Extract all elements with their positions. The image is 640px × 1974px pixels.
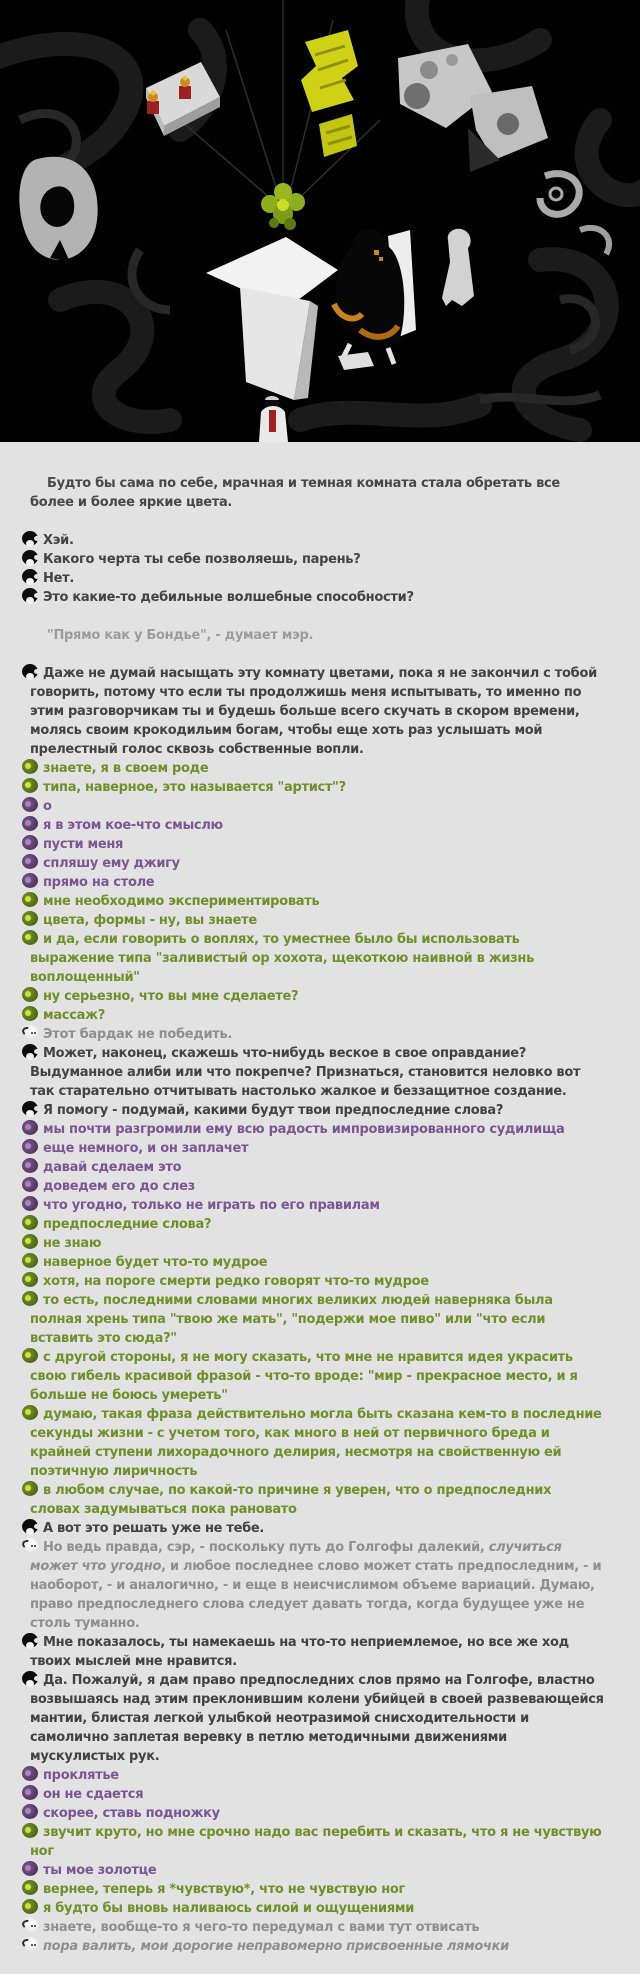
dialog-text: Может, наконец, скажешь что-нибудь веское в свое оправдание? Выдуманное алиби или что покрепче? Признаться, становится неловко вот так старательно отчитывать настолько жалкое и беззащитное создание. bbox=[30, 1046, 581, 1099]
dialog-line-green bbox=[30, 759, 604, 778]
game-scene[interactable] bbox=[0, 0, 640, 442]
dialog-text: Нет. bbox=[43, 571, 74, 586]
dialog-line-green bbox=[30, 1823, 604, 1861]
dialog-text: и да, если говорить о воплях, то уместнее было бы использовать выражение типа "заливистый ор хохота, щекоткою наивной в жизнь воплощенный" bbox=[30, 932, 535, 985]
dialog-text: с другой стороны, я не могу сказать, что мне не нравится идея украсить свою гибель красивой фразой - что-то вроде: "мир - прекрасное место, и я больше не боюсь умереть" bbox=[30, 1350, 578, 1403]
green-avatar-icon bbox=[22, 778, 38, 793]
mayor-avatar-icon bbox=[22, 1633, 38, 1648]
purple-avatar-icon bbox=[22, 816, 38, 831]
dialog-text: А вот это решать уже не тебе. bbox=[43, 1521, 265, 1536]
dialog-text: вернее, теперь я *чувствую*, что не чувствую ног bbox=[43, 1882, 406, 1897]
dialog-line-green bbox=[30, 911, 604, 930]
purple-avatar-icon bbox=[22, 873, 38, 888]
dialog-line-mayor bbox=[30, 1633, 604, 1671]
dialog-text: предпоследние слова? bbox=[43, 1217, 212, 1232]
dialog-line-purple bbox=[30, 1196, 604, 1215]
dialog-text: прямо на столе bbox=[43, 875, 155, 890]
dialog-text: что угодно, только не играть по его правилам bbox=[43, 1198, 380, 1213]
dialog-text: знаете, я в своем роде bbox=[43, 761, 209, 776]
green-avatar-icon bbox=[22, 1215, 38, 1230]
dialog-text: спляшу ему джигу bbox=[43, 856, 180, 871]
dialog-line-mayor bbox=[30, 531, 604, 550]
dialog-line-green bbox=[30, 1215, 604, 1234]
dialog-line-purple bbox=[30, 1158, 604, 1177]
green-avatar-icon bbox=[22, 1272, 38, 1287]
dialog-line-mayor bbox=[30, 550, 604, 569]
dialog-line-mayor bbox=[30, 664, 604, 759]
purple-avatar-icon bbox=[22, 1766, 38, 1781]
dialog-line-mayor bbox=[30, 588, 604, 607]
mayor-avatar-icon bbox=[22, 1101, 38, 1116]
mayor-avatar-icon bbox=[22, 569, 38, 584]
dialog-line-purple bbox=[30, 1177, 604, 1196]
mayor-avatar-icon bbox=[22, 1671, 38, 1686]
dialog-line-white bbox=[30, 1538, 604, 1633]
dialog-line-green bbox=[30, 1899, 604, 1918]
dialog-text: мы почти разгромили ему всю радость импровизированного судилища bbox=[43, 1122, 565, 1137]
dialog-text: Какого черта ты себе позволяешь, парень? bbox=[43, 552, 361, 567]
narration-quote: "Прямо как у Бондье", - думает мэр. bbox=[47, 628, 314, 643]
dialog-text: Но ведь правда, сэр, - поскольку путь до Голгофы далекий, случиться может что угодно, и любое последнее слово может стать предпоследним, - и наоборот, - и аналогично, - и еще в неисчислимом объеме вариаций. Думаю, право предпоследнего слова следует давать тогда, когда будущее уже не столь туманно. bbox=[30, 1540, 602, 1631]
green-avatar-icon bbox=[22, 911, 38, 926]
green-avatar-icon bbox=[22, 1291, 38, 1306]
blank-gap bbox=[30, 607, 604, 626]
dialog-text: скорее, ставь подножку bbox=[43, 1806, 220, 1821]
mayor-avatar-icon bbox=[22, 664, 38, 679]
dialog-line-mayor bbox=[30, 1101, 604, 1120]
dialog-text: Мне показалось, ты намекаешь на что-то неприемлемое, но все же ход твоих мыслей мне нравится. bbox=[30, 1635, 569, 1669]
dialog-line-white bbox=[30, 1025, 604, 1044]
dialog-text: наверное будет что-то мудрое bbox=[43, 1255, 268, 1270]
dialog-text: Даже не думай насыщать эту комнату цветами, пока я не закончил с тобой говорить, потому что если ты продолжишь меня испытывать, то именно по этим разговорчикам ты и будешь больше всего скучать в скором времени, молясь своим крокодильим богам, чтобы еще хоть раз услышать мой прелестный голос сквозь собственные вопли. bbox=[30, 666, 597, 757]
dialog-text: я в этом кое-что смыслю bbox=[43, 818, 223, 833]
dialog-text: проклятье bbox=[43, 1768, 119, 1783]
white-avatar-icon bbox=[22, 1918, 38, 1933]
dialog-line-mayor bbox=[30, 1044, 604, 1101]
dialog-line-purple bbox=[30, 835, 604, 854]
dialog-line-green bbox=[30, 778, 604, 797]
purple-avatar-icon bbox=[22, 854, 38, 869]
green-avatar-icon bbox=[22, 987, 38, 1002]
dialog-text: пора валить, мои дорогие неправомерно присвоенные лямочки bbox=[43, 1939, 509, 1954]
green-avatar-icon bbox=[22, 1880, 38, 1895]
dialog-line-mayor bbox=[30, 1519, 604, 1538]
dialog-text: Этот бардак не победить. bbox=[43, 1027, 233, 1042]
dialog-line-green bbox=[30, 1481, 604, 1519]
dialog-text: Хэй. bbox=[43, 533, 74, 548]
dialog-line-green bbox=[30, 1405, 604, 1481]
green-avatar-icon bbox=[22, 1899, 38, 1914]
blank-gap bbox=[30, 645, 604, 664]
purple-avatar-icon bbox=[22, 1785, 38, 1800]
dialog-line-green bbox=[30, 1234, 604, 1253]
dialog-line-purple bbox=[30, 1804, 604, 1823]
dialog-text: мне необходимо экспериментировать bbox=[43, 894, 320, 909]
purple-avatar-icon bbox=[22, 1139, 38, 1154]
dialog-line-green bbox=[30, 1006, 604, 1025]
mayor-avatar-icon bbox=[22, 531, 38, 546]
dialog-text: массаж? bbox=[43, 1008, 105, 1023]
dialog-text: пусти меня bbox=[43, 837, 124, 852]
green-avatar-icon bbox=[22, 1481, 38, 1496]
narration: Будто бы сама по себе, мрачная и темная комната стала обретать все более и более яркие цвета. bbox=[30, 476, 560, 510]
dialog-text: еще немного, и он заплачет bbox=[43, 1141, 249, 1156]
dialog-line-mayor bbox=[30, 569, 604, 588]
dialog-text: хотя, на пороге смерти редко говорят что-то мудрое bbox=[43, 1274, 429, 1289]
purple-avatar-icon bbox=[22, 835, 38, 850]
green-avatar-icon bbox=[22, 930, 38, 945]
dialog-text: то есть, последними словами многих великих людей наверняка была полная хрень типа "твою же мать", "подержи мое пиво" или "что если вставить это сюда?" bbox=[30, 1293, 553, 1346]
green-avatar-icon bbox=[22, 759, 38, 774]
dialog-text: он не сдается bbox=[43, 1787, 144, 1802]
purple-avatar-icon bbox=[22, 1120, 38, 1135]
dialog-line-purple bbox=[30, 1139, 604, 1158]
dialog-text: знаете, вообще-то я чего-то передумал с вами тут отвисать bbox=[43, 1920, 480, 1935]
dialog-text: давай сделаем это bbox=[43, 1160, 182, 1175]
dialog-line-green bbox=[30, 892, 604, 911]
white-avatar-icon bbox=[22, 1937, 38, 1952]
dialog-line-green bbox=[30, 1348, 604, 1405]
green-avatar-icon bbox=[22, 892, 38, 907]
dialog-text: Да. Пожалуй, я дам право предпоследних слов прямо на Голгофе, властно возвышаясь над этим преклонившим колени убийцей в своей развевающейся мантии, блистая легкой улыбкой неотразимой снисходительности и самолично заплетая веревку в петлю методичными движениями мускулистых рук. bbox=[30, 1673, 604, 1764]
dialog-text: ну серьезно, что вы мне сделаете? bbox=[43, 989, 299, 1004]
purple-avatar-icon bbox=[22, 1158, 38, 1173]
dialog-line-purple bbox=[30, 1766, 604, 1785]
dialog-text: о bbox=[43, 799, 52, 814]
white-avatar-icon bbox=[22, 1025, 38, 1040]
dialog-text: Я помогу - подумай, какими будут твои предпоследние слова? bbox=[43, 1103, 504, 1118]
dialog-text: типа, наверное, это называется "артист"? bbox=[43, 780, 346, 795]
dialog-line-white bbox=[30, 1937, 604, 1956]
dialog-text: доведем его до слез bbox=[43, 1179, 195, 1194]
purple-avatar-icon bbox=[22, 1861, 38, 1876]
mayor-avatar-icon bbox=[22, 550, 38, 565]
dialog-text: ты мое золотце bbox=[43, 1863, 157, 1878]
dialog-text: Это какие-то дебильные волшебные способности? bbox=[43, 590, 414, 605]
dialog-line-green bbox=[30, 930, 604, 987]
purple-avatar-icon bbox=[22, 1804, 38, 1819]
dialog-line-green bbox=[30, 1272, 604, 1291]
dialog-text: звучит круто, но мне срочно надо вас перебить и сказать, что я не чувствую ног bbox=[30, 1825, 602, 1859]
purple-avatar-icon bbox=[22, 797, 38, 812]
dialog-line-purple bbox=[30, 816, 604, 835]
blank-gap bbox=[30, 512, 604, 531]
green-avatar-icon bbox=[22, 1234, 38, 1249]
green-avatar-icon bbox=[22, 1006, 38, 1021]
dialogue-log bbox=[0, 442, 640, 1974]
mayor-avatar-icon bbox=[22, 1044, 38, 1059]
green-avatar-icon bbox=[22, 1348, 38, 1363]
mayor-avatar-icon bbox=[22, 588, 38, 603]
dialog-text: не знаю bbox=[43, 1236, 102, 1251]
dialog-line-mayor bbox=[30, 1671, 604, 1766]
dialog-line-green bbox=[30, 1880, 604, 1899]
dialog-text: я будто бы вновь наливаюсь силой и ощущениями bbox=[43, 1901, 415, 1916]
dialog-line-purple bbox=[30, 873, 604, 892]
dialog-line-white bbox=[30, 1918, 604, 1937]
purple-avatar-icon bbox=[22, 1196, 38, 1211]
dialog-text: в любом случае, по какой-то причине я уверен, что о предпоследних словах задумываться пока рановато bbox=[30, 1483, 552, 1517]
white-avatar-icon bbox=[22, 1538, 38, 1553]
dialog-line-purple bbox=[30, 1861, 604, 1880]
dialog-line-purple bbox=[30, 854, 604, 873]
dialog-line-purple bbox=[30, 1785, 604, 1804]
dialog-text: цвета, формы - ну, вы знаете bbox=[43, 913, 257, 928]
green-avatar-icon bbox=[22, 1253, 38, 1268]
green-avatar-icon bbox=[22, 1823, 38, 1838]
dialog-line-green bbox=[30, 987, 604, 1006]
dialog-line-green bbox=[30, 1253, 604, 1272]
purple-avatar-icon bbox=[22, 1177, 38, 1192]
dialog-line-purple bbox=[30, 797, 604, 816]
dialog-text: думаю, такая фраза действительно могла быть сказана кем-то в последние секунды жизни - с учетом того, как много в ней от первичного бреда и крайней ступени лихорадочного делирия, несмотря на свойственную ей поэтичную лиричность bbox=[30, 1407, 602, 1479]
mayor-avatar-icon bbox=[22, 1519, 38, 1534]
dialog-line-purple bbox=[30, 1120, 604, 1139]
dialog-line-green bbox=[30, 1291, 604, 1348]
green-avatar-icon bbox=[22, 1405, 38, 1420]
